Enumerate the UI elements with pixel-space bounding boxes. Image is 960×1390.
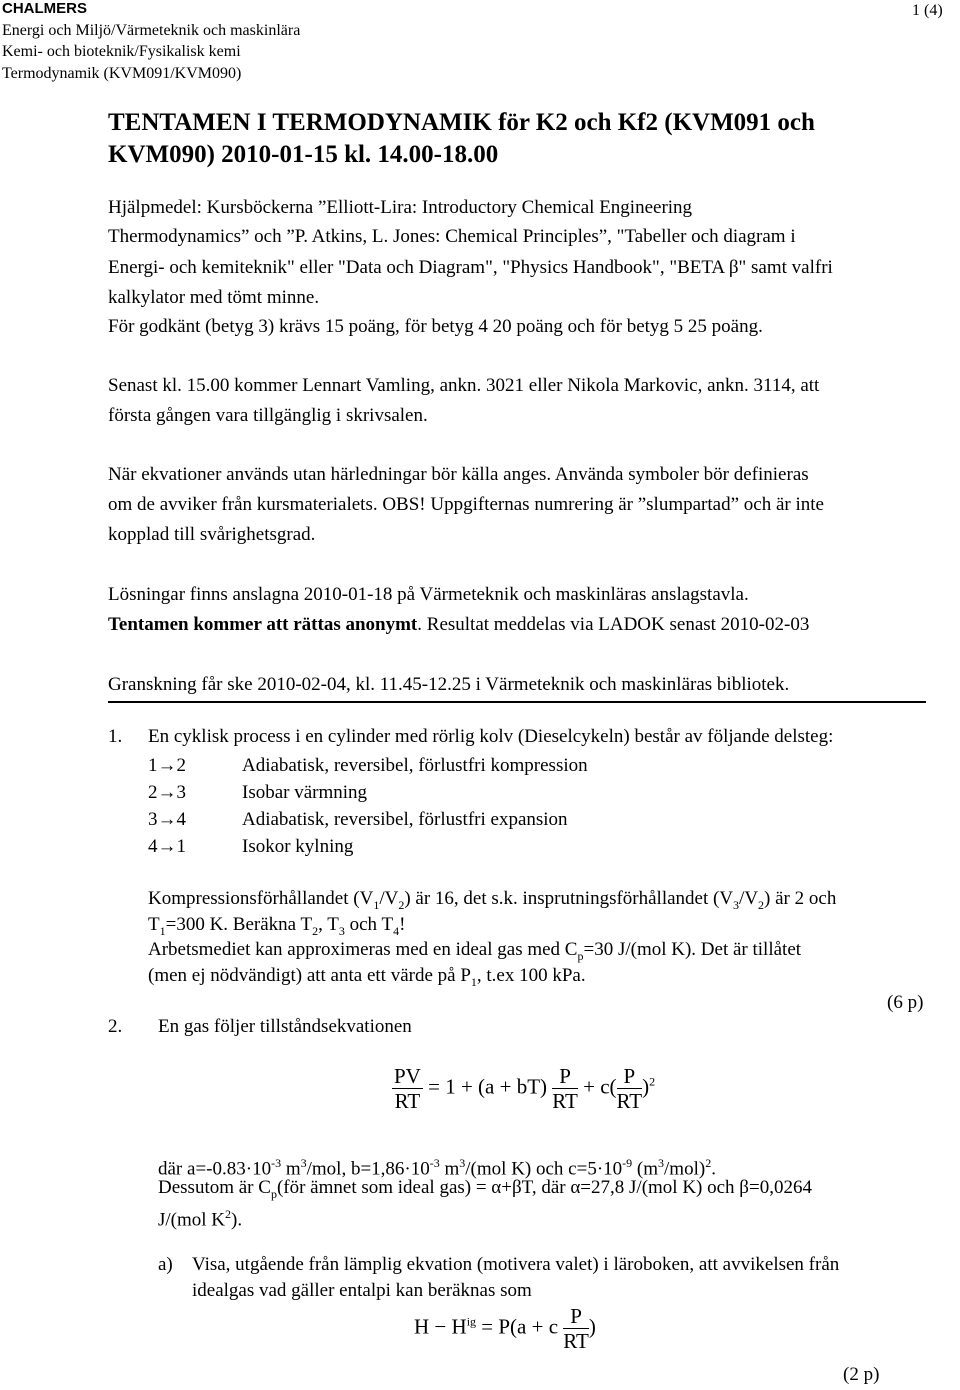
p-over-rt-3: $\frac{P}{RT}$ xyxy=(563,1304,589,1353)
q1-text: En cyklisk process i en cylinder med rörlig kolv (Dieselcykeln) består av följande delsteg: xyxy=(148,726,834,747)
aids-line-4: kalkylator med tömt minne. xyxy=(108,287,320,308)
instructions-line-1: När ekvationer används utan härledningar bör källa anges. Använda symboler bör definieras xyxy=(108,464,809,485)
institution-name: CHALMERS xyxy=(2,0,87,17)
q2-equation-of-state: $\frac{PV}{RT}$ = 1 + (a + bT) $\frac{P}{RT}$ + c( $\frac{P}{RT}$ )$^2$ xyxy=(394,1064,656,1113)
q2-cp-line: Dessutom är $C_p(för$ ämnet som ideal gas) = α+βT, där α=27,8 J/(mol K) och β=0,0264 xyxy=(158,1177,812,1201)
q2-number: 2. xyxy=(108,1016,123,1037)
page-number: 1 (4) xyxy=(912,2,943,19)
q2a-label: a) xyxy=(158,1254,173,1275)
exam-title-line-1: TENTAMEN I TERMODYNAMIK för K2 och Kf2 (KVM091 och xyxy=(108,109,815,136)
q1-para-line-4: (men ej nödvändigt) att anta ett värde på $P_1$, t.ex 100 kPa. xyxy=(148,965,586,989)
q1-step-2: 2→3 xyxy=(148,782,186,803)
q1-step-1-desc: Adiabatisk, reversibel, förlustfri kompression xyxy=(242,755,588,776)
q1-step-2-desc: Isobar värmning xyxy=(242,782,368,803)
p-over-rt-1: $\frac{P}{RT}$ xyxy=(552,1064,578,1113)
q2-constants-line: där $a=-0.83\cdot 10^{-3}$ $m^3$/mol, $b=1,86\cdot 10^{-3}$ $m^3/(mol$ K) och $c=5\cdot 10^{-9}$ $(m^3/mol)^2$. xyxy=(158,1156,716,1180)
exam-title-line-2: KVM090) 2010-01-15 kl. 14.00-18.00 xyxy=(108,141,499,168)
q1-step-1: 1→2 xyxy=(148,755,186,776)
grade-requirements: För godkänt (betyg 3) krävs 15 poäng, för betyg 4 20 poäng och för betyg 5 25 poäng. xyxy=(108,316,763,337)
p-over-rt-2: $\frac{P}{RT}$ xyxy=(616,1064,643,1113)
q1-para-line-2: $T_1=300$ K. Beräkna $T_2$, $T_3$ och $T_4$! xyxy=(148,914,406,938)
review-note: Granskning får ske 2010-02-04, kl. 11.45-12.25 i Värmeteknik och maskinläras bibliotek. xyxy=(108,674,790,695)
q1-step-4: 4→1 xyxy=(148,836,186,857)
teacher-line-2: första gången vara tillgänglig i skrivsalen. xyxy=(108,405,428,426)
q2-text: En gas följer tillståndsekvationen xyxy=(158,1016,412,1037)
instructions-line-2: om de avviker från kursmaterialets. OBS! Uppgifternas numrering är ”slumpartad” och är inte xyxy=(108,494,824,515)
enthalpy-departure-equation: $H - H^{ig} = P(a + c$ $\frac{P}{RT}$ ) xyxy=(414,1304,596,1353)
q1-step-3: 3→4 xyxy=(148,809,186,830)
department-line-2: Kemi- och bioteknik/Fysikalisk kemi xyxy=(2,43,241,60)
aids-line-2: Thermodynamics” och ”P. Atkins, L. Jones: Chemical Principles”, "Tabeller och diagram i xyxy=(108,226,796,247)
q1-step-3-desc: Adiabatisk, reversibel, förlustfri expansion xyxy=(242,809,568,830)
anonymous-note xyxy=(108,610,809,640)
course-line: Termodynamik (KVM091/KVM090) xyxy=(2,65,242,82)
q1-points: (6 p) xyxy=(887,992,924,1013)
instructions-line-3: kopplad till svårighetsgrad. xyxy=(108,524,316,545)
q2a-points: (2 p) xyxy=(843,1364,880,1385)
section-divider xyxy=(108,701,926,703)
q2a-text-line-2: idealgas vad gäller entalpi kan beräknas som xyxy=(192,1280,532,1301)
teacher-line-1: Senast kl. 15.00 kommer Lennart Vamling, ankn. 3021 eller Nikola Markovic, ankn. 3114, att xyxy=(108,375,820,396)
q1-para-line-1: Kompressionsförhållandet $(V_1/V_2)$ är 16, det s.k. insprutningsförhållandet $(V_3/V_2)$ är 2 och xyxy=(148,888,837,912)
department-line-1: Energi och Miljö/Värmeteknik och maskinlära xyxy=(2,22,301,39)
aids-line-3: Energi- och kemiteknik" eller "Data och Diagram", "Physics Handbook", "BETA β" samt valfri xyxy=(108,257,833,278)
q2a-text-line-1: Visa, utgående från lämplig ekvation (motivera valet) i läroboken, att avvikelsen från xyxy=(192,1254,840,1275)
pv-over-rt: $\frac{PV}{RT}$ xyxy=(394,1064,421,1113)
results-note: . Resultat meddelas via LADOK senast 2010-02-03 xyxy=(417,614,810,635)
anonymous-bold: Tentamen kommer att rättas anonymt xyxy=(108,614,418,635)
aids-line-1: Hjälpmedel: Kursböckerna ”Elliott-Lira: Introductory Chemical Engineering xyxy=(108,197,693,218)
solutions-note: Lösningar finns anslagna 2010-01-18 på Värmeteknik och maskinläras anslagstavla. xyxy=(108,584,749,605)
q1-para-line-3: Arbetsmediet kan approximeras med en ideal gas med $C_p=30$ J/(mol K). Det är tillåtet xyxy=(148,939,802,963)
q1-step-4-desc: Isokor kylning xyxy=(242,836,354,857)
q1-number: 1. xyxy=(108,726,123,747)
q2-units-line: J/(mol $K^2$). xyxy=(158,1207,243,1231)
